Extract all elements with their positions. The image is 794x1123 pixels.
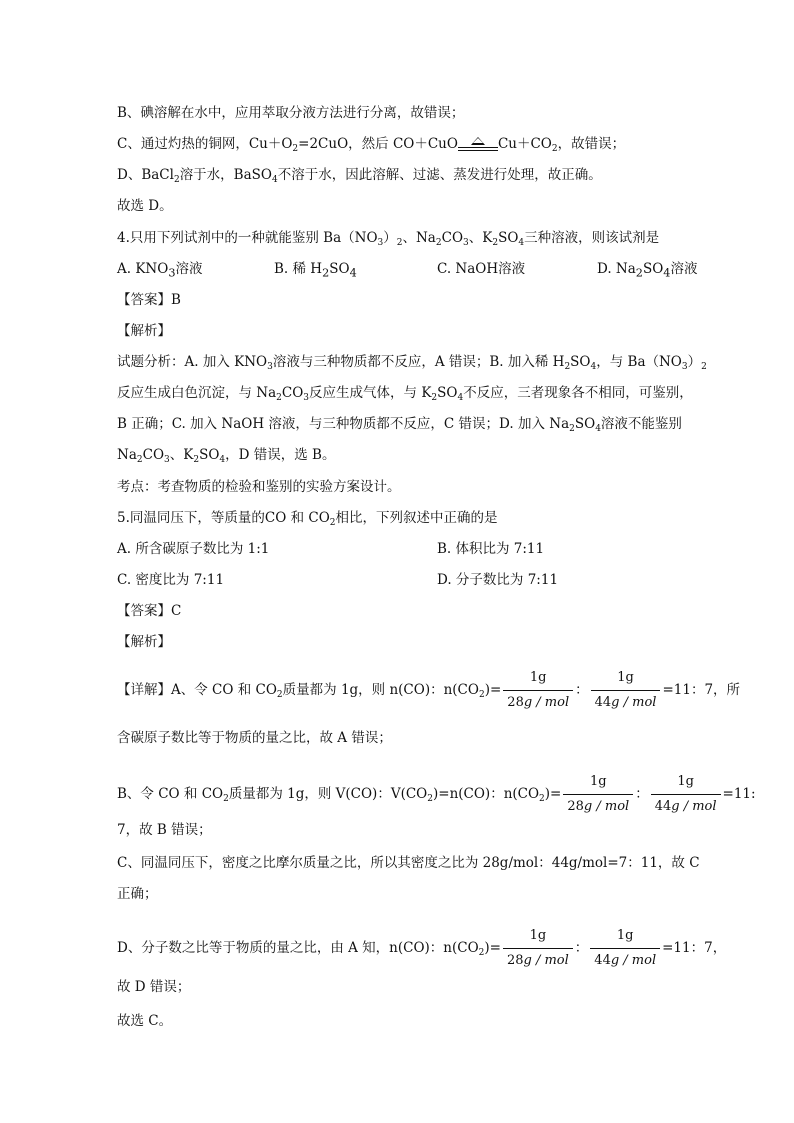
question-4-stem: 4.只用下列试剂中的一种就能鉴别 $Ba(NO_3)_2$、$Na_2CO_3$、$K_2SO_4$三种溶液，则该试剂是: [117, 230, 660, 248]
line-c-copper: C、通过灼热的铜网，$Cu+O_2=2CuO$，然后 CO＋CuO $Cu+CO_2$，故错误；: [117, 136, 626, 154]
line-b-iodine: B、碘溶解在水中，应用萃取分液方法进行分离，故错误；: [117, 105, 465, 121]
analysis-4-line-1: 试题分析：A. 加入 $KNO_3$溶液与三种物质都不反应，A 错误；B. 加入稀 $H_2SO_4$，与 $Ba(NO_3)_2$: [117, 354, 707, 372]
analysis-4-line-3: B 正确；C. 加入 NaOH 溶液，与三种物质都不反应，C 错误；D. 加入 $Na_2SO_4$溶液不能鉴别: [117, 416, 682, 434]
detail-line-b-cont: 7，故 B 错误；: [117, 822, 212, 838]
q4-option-d: D. $Na_2SO_4$溶液: [597, 261, 698, 280]
heating-condition-icon: [458, 137, 498, 153]
analysis-4-line-2: 反应生成白色沉淀，与 $Na_2CO_3$反应生成气体，与 $K_2SO_4$不反应，三者现象各不相同，可鉴别，: [117, 385, 693, 403]
fraction-28: $\frac{1g}{\text{28g / mol}}$: [503, 926, 573, 971]
detail-line-b: B、令 CO 和 $CO_2$质量都为 1g，则 V(CO)：$V(CO_2)=n(CO)$：$n(CO_2)=$ $\frac{1g}{\text{28g / mol}}$ ： $\frac{1g}{\text{44g / mol}}$ =11:: [117, 772, 756, 817]
fraction-44: $\frac{1g}{\text{44g / mol}}$: [651, 772, 721, 817]
q4-option-b: B. 稀 $H_2SO_4$: [274, 261, 357, 280]
q5-option-b: B. 体积比为 7:11: [437, 541, 545, 557]
answer-4: 【答案】B: [117, 292, 181, 308]
q4-option-c: C. NaOH溶液: [437, 261, 526, 277]
line-choose-c: 故选 C。: [117, 1013, 173, 1029]
analysis-4-heading: 【解析】: [117, 323, 171, 339]
q4-option-a: A. $KNO_3$溶液: [117, 261, 203, 280]
analysis-5-heading: 【解析】: [117, 634, 171, 650]
fraction-28: $\frac{1g}{\text{28g / mol}}$: [503, 668, 573, 713]
fraction-44: $\frac{1g}{\text{44g / mol}}$: [591, 668, 661, 713]
line-d-bacl2: D、BaCl$_2$溶于水，BaSO$_4$不溶于水，因此溶解、过滤、蒸发进行处理，故正确。: [117, 167, 602, 185]
kaodian-line: 考点：考查物质的检验和鉴别的实验方案设计。: [117, 479, 401, 495]
q5-option-a: A. 所含碳原子数比为 1:1: [117, 541, 270, 557]
detail-line-d: D、分子数之比等于物质的量之比，由 A 知，n(CO)：$n(CO_2)=$ $\frac{1g}{\text{28g / mol}}$ ： $\frac{1g}{\text{44g / mol}}$ =11：7，: [117, 926, 726, 971]
detail-line-c-cont: 正确；: [117, 886, 158, 902]
detail-line-a-cont: 含碳原子数比等于物质的量之比，故 A 错误；: [117, 730, 392, 746]
detail-line-c: C、同温同压下，密度之比摩尔质量之比，所以其密度之比为 28g/mol：44g/mol=7：11，故 C: [117, 855, 700, 871]
question-5-stem: 5.同温同压下，等质量的CO 和 $CO_2$相比，下列叙述中正确的是: [117, 510, 498, 528]
fraction-28: $\frac{1g}{\text{28g / mol}}$: [563, 772, 633, 817]
detail-line-d-cont: 故 D 错误；: [117, 979, 191, 995]
detail-line-a: 【详解】A、令 CO 和 $CO_2$质量都为 1g，则 n(CO)：$n(CO_2)=$ $\frac{1g}{\text{28g / mol}}$ ： $\frac{1g}{\text{44g / mol}}$ =11：7，所: [117, 668, 740, 713]
answer-5: 【答案】C: [117, 603, 182, 619]
analysis-4-line-4: $Na_2CO_3$、$K_2SO_4$，D 错误，选 B。: [117, 447, 336, 465]
q5-option-d: D. 分子数比为 7:11: [437, 572, 559, 588]
fraction-44: $\frac{1g}{\text{44g / mol}}$: [590, 926, 660, 971]
line-choose-d: 故选 D。: [117, 198, 173, 214]
q5-option-c: C. 密度比为 7:11: [117, 572, 225, 588]
